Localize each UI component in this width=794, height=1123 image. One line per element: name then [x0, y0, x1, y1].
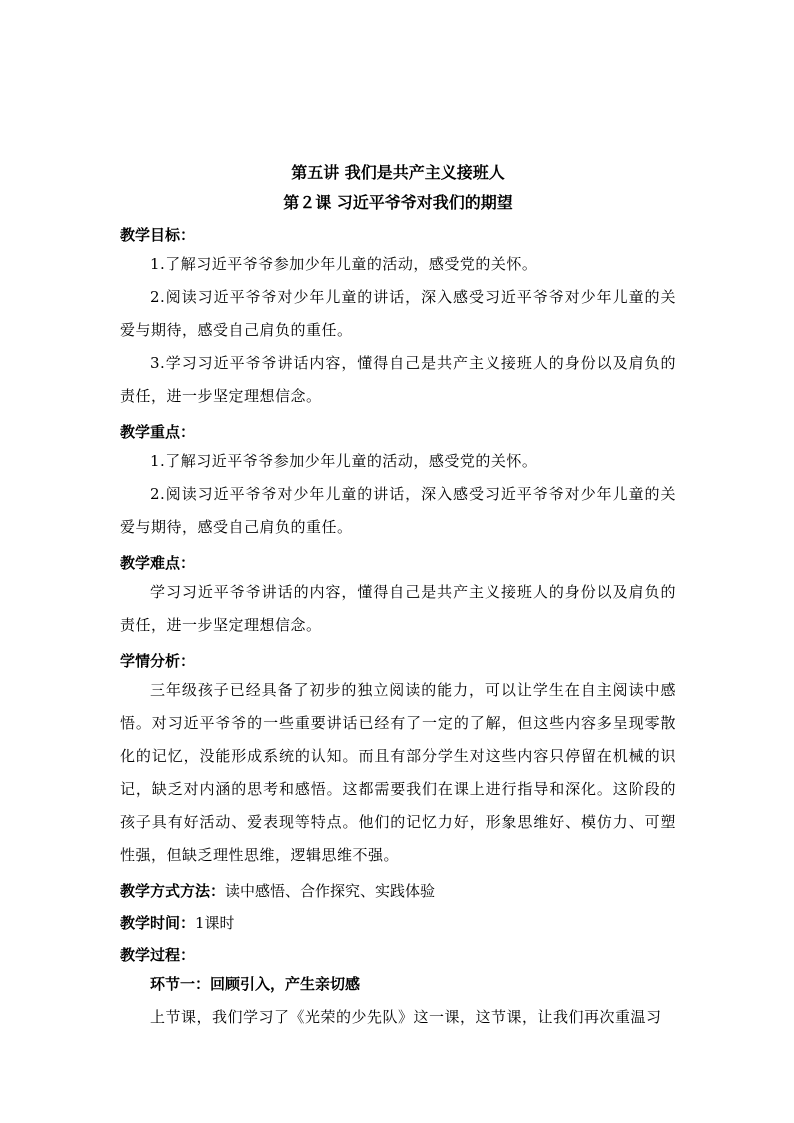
methods-label: 教学方式方法： — [120, 882, 226, 900]
objective-item: 3.学习习近平爷爷讲话内容，懂得自己是共产主义接班人的身份以及肩负的责任，进一步坚定理想信念。 — [120, 354, 676, 405]
lecture-title: 第五讲 我们是共产主义接班人 — [291, 163, 505, 182]
key-points-heading: 教学重点： — [120, 423, 196, 441]
methods-line — [120, 878, 676, 904]
step-one-text: 上节课，我们学习了《光荣的少先队》这一课，这节课，让我们再次重温习 — [150, 1008, 662, 1026]
objective-item: 1.了解习近平爷爷参加少年儿童的活动，感受党的关怀。 — [150, 255, 538, 273]
process-heading: 教学过程： — [120, 946, 196, 964]
key-point-item: 2.阅读习近平爷爷对少年儿童的讲话，深入感受习近平爷爷对少年儿童的关爱与期待，感受自己肩负的重任。 — [120, 485, 676, 536]
key-point-item: 1.了解习近平爷爷参加少年儿童的活动，感受党的关怀。 — [150, 452, 538, 470]
analysis-heading: 学情分析： — [120, 652, 196, 670]
objectives-heading: 教学目标： — [120, 226, 196, 244]
step-one-title: 环节一：回顾引入，产生亲切感 — [150, 975, 361, 993]
time-label: 教学时间： — [120, 914, 196, 932]
lesson-title: 第２课 习近平爷爷对我们的期望 — [283, 193, 513, 212]
difficult-points-heading: 教学难点： — [120, 554, 196, 572]
time-value: 1课时 — [195, 914, 235, 932]
difficult-points-text: 学习习近平爷爷讲话的内容，懂得自己是共产主义接班人的身份以及肩负的责任，进一步坚定理想信念。 — [120, 583, 676, 634]
analysis-text: 三年级孩子已经具备了初步的独立阅读的能力，可以让学生在自主阅读中感悟。对习近平爷爷的一些重要讲话已经有了一定的了解，但这些内容多呈现零散化的记忆，没能形成系统的认知。而且有部分学生对这些内容只停留在机械的识记，缺乏对内涵的思考和感悟。这都需要我们在课上进行指导和深化。这阶段的孩子具有好活动、爱表现等特点。他们的记忆力好，形象思维好、模仿力、可塑性强，但缺乏理性思维，逻辑思维不强。 — [120, 681, 676, 864]
methods-value: 读中感悟、合作探究、实践体验 — [225, 882, 436, 900]
time-line — [120, 910, 676, 936]
document-body — [120, 160, 676, 1034]
objective-item: 2.阅读习近平爷爷对少年儿童的讲话，深入感受习近平爷爷对少年儿童的关爱与期待，感受自己肩负的重任。 — [120, 288, 676, 339]
